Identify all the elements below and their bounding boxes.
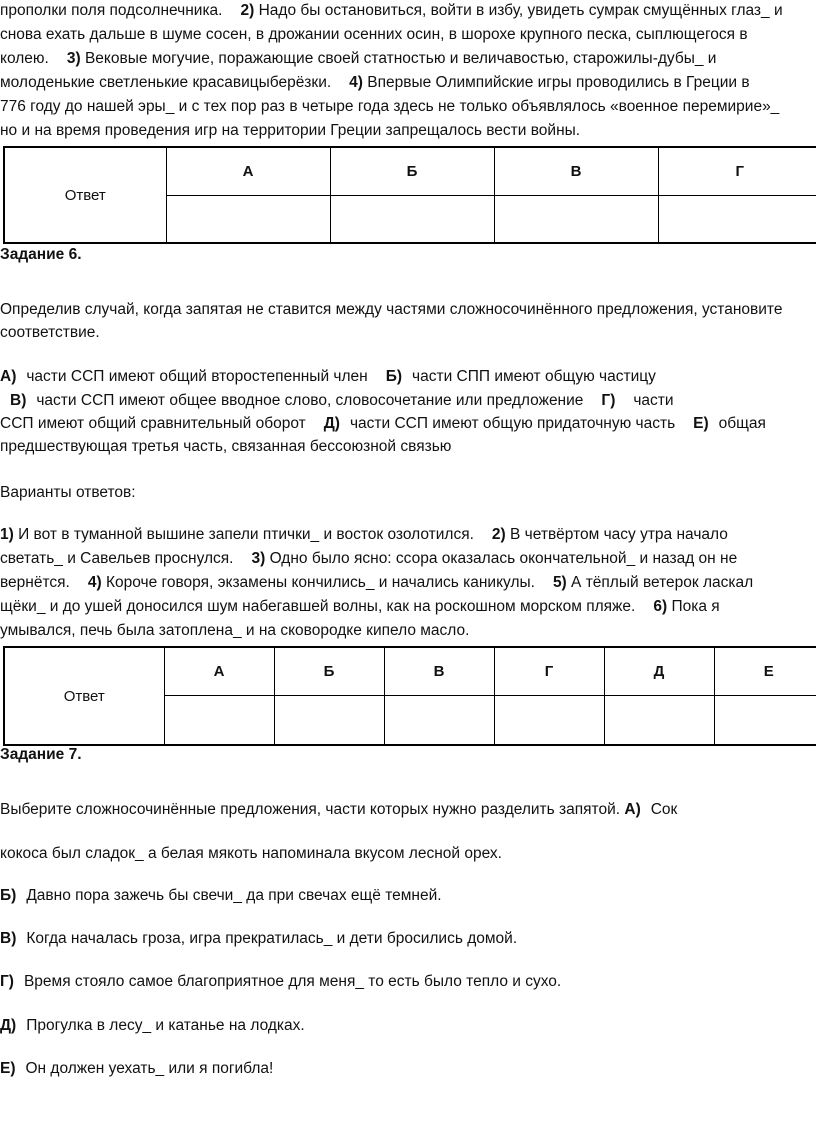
intro-line-3 bbox=[0, 48, 716, 70]
option-text: части bbox=[633, 392, 674, 409]
answer-cell-e[interactable] bbox=[714, 695, 816, 745]
variant-text: щёки_ и до ушей доносился шум набегавшей волны, как на роскошном морском пляже. bbox=[0, 598, 636, 615]
variants-line-4 bbox=[0, 596, 720, 618]
option-text: части СПП имеют общую частицу bbox=[412, 368, 656, 385]
answer-cell-a[interactable] bbox=[166, 195, 330, 243]
task7-option-b bbox=[0, 885, 442, 907]
header-g: Г bbox=[658, 147, 816, 195]
intro-text: Вековые могучие, поражающие своей статностью и величавостью, старожилы-дубы_ и bbox=[84, 50, 717, 67]
variants-label: Варианты ответов: bbox=[0, 484, 136, 501]
task6-title: Задание 6. bbox=[0, 246, 82, 263]
intro-line-6: но и на время проведения игр на территории Греции запрещалось вести войны. bbox=[0, 122, 581, 139]
answer-label: Ответ bbox=[4, 147, 166, 243]
variant-text: Пока я bbox=[671, 598, 720, 615]
option-text: Время стояло самое благоприятное для меня_ то есть было тепло и сухо. bbox=[23, 973, 562, 990]
option-text: Он должен уехать_ или я погибла! bbox=[25, 1060, 274, 1077]
task7-option-e bbox=[0, 1058, 273, 1080]
variants-line-5: умывался, печь была затоплена_ и на сковородке кипело масло. bbox=[0, 622, 470, 639]
task6-options-line-3 bbox=[0, 413, 766, 435]
header-b: Б bbox=[274, 647, 384, 695]
task6-options-line-2 bbox=[10, 390, 674, 412]
option-key: А) bbox=[0, 368, 17, 385]
header-v: В bbox=[494, 147, 658, 195]
option-key: Е) bbox=[693, 415, 709, 432]
intro-line-4 bbox=[0, 72, 750, 94]
option-text: общая bbox=[718, 415, 766, 432]
answer-cell-a[interactable] bbox=[164, 695, 274, 745]
option-key: Е) bbox=[0, 1060, 16, 1077]
task7-option-d bbox=[0, 1015, 305, 1037]
task7-option-v bbox=[0, 928, 517, 950]
variant-number: 5) bbox=[552, 574, 567, 591]
answer-table-2 bbox=[3, 646, 816, 746]
option-key: Б) bbox=[0, 887, 17, 904]
task7-prompt bbox=[0, 799, 677, 821]
option-text: Когда началась гроза, игра прекратилась_ и дети бросились домой. bbox=[26, 930, 518, 947]
answer-cell-g[interactable] bbox=[494, 695, 604, 745]
option-key: А) bbox=[624, 801, 641, 818]
option-key: Д) bbox=[0, 1017, 17, 1034]
variant-number: 4) bbox=[87, 574, 102, 591]
variant-text: вернётся. bbox=[0, 574, 70, 591]
header-g: Г bbox=[494, 647, 604, 695]
variant-number: 3) bbox=[251, 550, 266, 567]
task6-options-line-4: предшествующая третья часть, связанная бессоюзной связью bbox=[0, 438, 452, 455]
task7-prompt-text: Выберите сложносочинённые предложения, части которых нужно разделить запятой. bbox=[0, 801, 621, 818]
answer-label: Ответ bbox=[4, 647, 164, 745]
option-text: Давно пора зажечь бы свечи_ да при свечах ещё темней. bbox=[26, 887, 442, 904]
answer-cell-d[interactable] bbox=[604, 695, 714, 745]
option-key: Б) bbox=[385, 368, 403, 385]
answer-cell-v[interactable] bbox=[494, 195, 658, 243]
intro-text: Впервые Олимпийские игры проводились в Греции в bbox=[367, 74, 750, 91]
item-number: 4) bbox=[349, 74, 363, 91]
option-text: ССП имеют общий сравнительный оборот bbox=[0, 415, 306, 432]
header-v: В bbox=[384, 647, 494, 695]
header-b: Б bbox=[330, 147, 494, 195]
header-a: А bbox=[164, 647, 274, 695]
option-text: Прогулка в лесу_ и катанье на лодках. bbox=[26, 1017, 305, 1034]
option-key: Д) bbox=[323, 415, 340, 432]
variants-line-1 bbox=[0, 524, 728, 546]
intro-line-1 bbox=[0, 0, 783, 22]
task7-option-g bbox=[0, 971, 561, 993]
variants-line-3 bbox=[0, 572, 753, 594]
variant-text: светать_ и Савельев проснулся. bbox=[0, 550, 234, 567]
intro-text: Надо бы остановиться, войти в избу, увидеть сумрак смущённых глаз_ и bbox=[258, 2, 783, 19]
variants-line-2 bbox=[0, 548, 737, 570]
intro-text: колею. bbox=[0, 50, 49, 67]
option-text: части ССП имеют общее вводное слово, словосочетание или предложение bbox=[36, 392, 584, 409]
answer-cell-g[interactable] bbox=[658, 195, 816, 243]
task6-options-line-1 bbox=[0, 366, 656, 388]
task7-option-a-cont: кокоса был сладок_ а белая мякоть напоминала вкусом лесной орех. bbox=[0, 845, 502, 862]
task6-prompt-1: Определив случай, когда запятая не ставится между частями сложносочинённого предложения, установите bbox=[0, 301, 783, 318]
variant-text: Одно было ясно: ссора оказалась окончательной_ и назад он не bbox=[269, 550, 738, 567]
variant-number: 6) bbox=[653, 598, 668, 615]
option-text: части ССП имеют общий второстепенный член bbox=[26, 368, 368, 385]
item-number: 2) bbox=[240, 2, 255, 19]
variant-number: 2) bbox=[491, 526, 506, 543]
answer-cell-v[interactable] bbox=[384, 695, 494, 745]
task6-prompt-2: соответствие. bbox=[0, 324, 100, 341]
intro-text: прополки поля подсолнечника. bbox=[0, 2, 223, 19]
intro-line-5: 776 году до нашей эры_ и с тех пор раз в четыре года здесь не только объявлялось «военное перемирие»_ bbox=[0, 98, 780, 115]
header-e: Е bbox=[714, 647, 816, 695]
variant-text: И вот в туманной вышине запели птички_ и восток озолотился. bbox=[18, 526, 474, 543]
intro-text: молоденькие светленькие красавицыберёзки. bbox=[0, 74, 332, 91]
item-number: 3) bbox=[66, 50, 81, 67]
option-key: Г) bbox=[0, 973, 14, 990]
answer-cell-b[interactable] bbox=[330, 195, 494, 243]
variant-text: А тёплый ветерок ласкал bbox=[571, 574, 754, 591]
option-key: Г) bbox=[601, 392, 616, 409]
variant-text: В четвёртом часу утра начало bbox=[510, 526, 728, 543]
answer-cell-b[interactable] bbox=[274, 695, 384, 745]
answer-table-1 bbox=[3, 146, 816, 244]
option-text: части ССП имеют общую придаточную часть bbox=[349, 415, 676, 432]
task7-title: Задание 7. bbox=[0, 746, 82, 763]
variant-number: 1) bbox=[0, 526, 14, 543]
option-key: В) bbox=[10, 392, 27, 409]
header-a: А bbox=[166, 147, 330, 195]
variant-text: Короче говоря, экзамены кончились_ и начались каникулы. bbox=[105, 574, 535, 591]
intro-line-2: снова ехать дальше в шуме сосен, в дрожании осенних осин, в шорохе крупного песка, сыплющегося в bbox=[0, 26, 748, 43]
option-key: В) bbox=[0, 930, 17, 947]
option-text: Сок bbox=[650, 801, 678, 818]
header-d: Д bbox=[604, 647, 714, 695]
